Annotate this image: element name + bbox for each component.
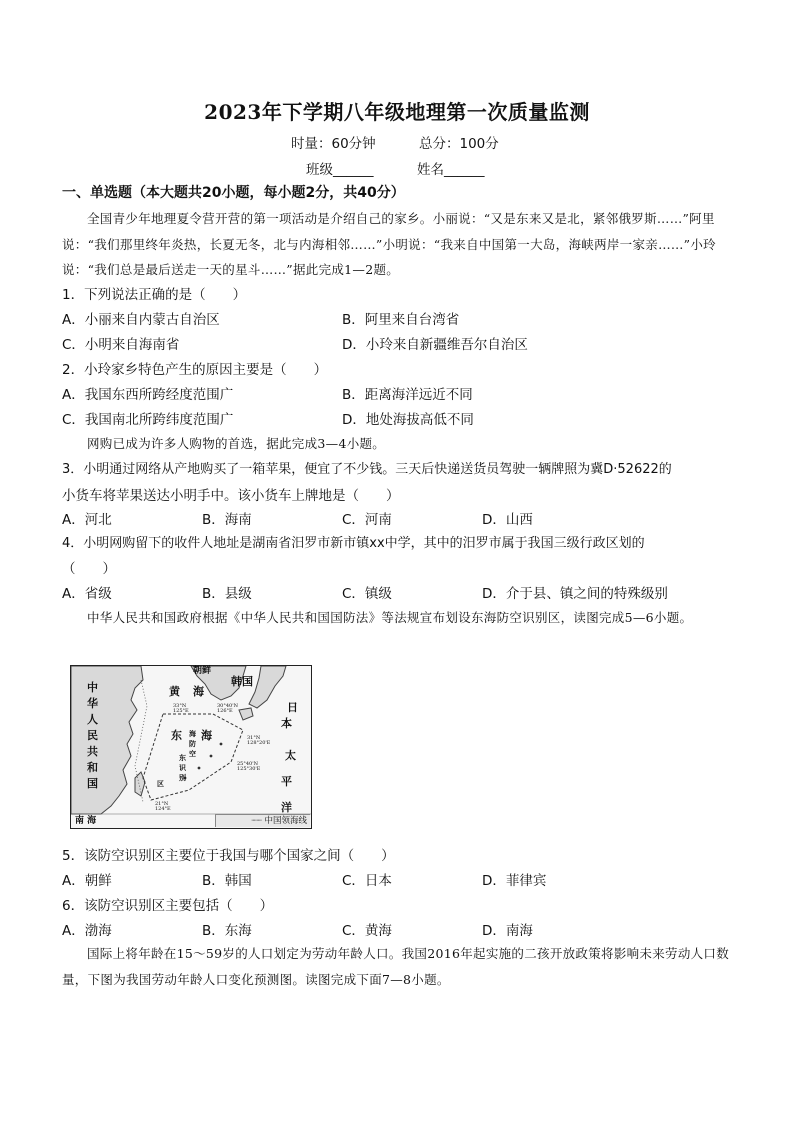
label-zone-0: 东 — [179, 753, 186, 762]
legend-dash-icon: ┈┈ — [251, 816, 265, 826]
label-china-6: 和 — [87, 761, 98, 774]
section-heading: 一、单选题（本大题共20小题，每小题2分，共40分） — [62, 185, 405, 201]
label-china-4: 民 — [87, 729, 98, 742]
label-pacific-3: 洋 — [281, 801, 292, 814]
label-zone-6: 区 — [157, 779, 164, 788]
total-score: 总分：100分 — [419, 136, 499, 152]
label-pacific-2: 平 — [281, 775, 292, 788]
q6-option-b: B．东海 — [202, 923, 252, 939]
label-yellow-sea-1: 黄 — [169, 685, 180, 698]
label-china-5: 共 — [87, 745, 98, 758]
q4-option-c: C．镇级 — [342, 586, 392, 602]
q6-option-d: D．南海 — [482, 923, 533, 939]
label-zone-1: 海 — [189, 729, 196, 738]
q2-option-c: C．我国南北所跨纬度范围广 — [62, 412, 234, 428]
coord-label-1: 33°N 125°E — [173, 703, 189, 714]
passage-2: 网购已成为许多人购物的首选，据此完成3—4小题。 — [87, 436, 386, 451]
q2-option-d: D．地处海拔高低不同 — [342, 412, 474, 428]
coord-label-2: 30°40'N 126°E — [217, 703, 238, 714]
label-south-china-sea: 南 海 — [75, 816, 97, 826]
passage-1: 全国青少年地理夏令营开营的第一项活动是介绍自己的家乡。小丽说：“又是东来又是北，紧邻俄罗斯……”阿里说：“我们那里终年炎热，长夏无冬，北与内海相邻……”小明说：“我来自中国第一大岛，海峡两岸一家亲……”小玲说：“我们总是最后送走一天的星斗……”据此完成1—2题。 — [62, 211, 716, 277]
question-1-stem: 1．下列说法正确的是（ ） — [62, 287, 247, 303]
q6-option-a: A．渤海 — [62, 923, 112, 939]
q3-option-d: D．山西 — [482, 512, 533, 528]
q5-option-a: A．朝鲜 — [62, 873, 112, 889]
q4-option-d: D．介于县、镇之间的特殊级别 — [482, 586, 668, 602]
q5-option-b: B．韩国 — [202, 873, 252, 889]
coord-label-4: 25°40'N 125°30'E — [237, 761, 261, 772]
q4-option-b: B．县级 — [202, 586, 252, 602]
coord-label-5: 21°N 124°E — [155, 801, 171, 812]
label-zone-3: 空 — [189, 749, 196, 758]
passage-4: 国际上将年龄在15～59岁的人口划定为劳动年龄人口。我国2016年起实施的二孩开放政策将影响未来劳动人口数量，下图为我国劳动年龄人口变化预测图。读图完成下面7—8小题。 — [62, 946, 730, 987]
east-china-sea-adiz-map — [70, 665, 312, 829]
label-south-korea: 韩国 — [231, 675, 253, 688]
label-china-3: 人 — [87, 713, 98, 726]
legend-text: 中国领海线 — [264, 816, 307, 826]
label-china-1: 中 — [87, 681, 98, 694]
label-north-korea: 朝鲜 — [193, 666, 212, 676]
label-china-2: 华 — [87, 697, 98, 710]
q5-option-d: D．菲律宾 — [482, 873, 547, 889]
label-east-sea-2: 海 — [201, 729, 212, 742]
q6-option-c: C．黄海 — [342, 923, 392, 939]
question-6-stem: 6．该防空识别区主要包括（ ） — [62, 898, 274, 914]
question-2-stem: 2．小玲家乡特色产生的原因主要是（ ） — [62, 362, 328, 378]
label-japan-2: 本 — [281, 717, 292, 730]
q1-option-a: A．小丽来自内蒙古自治区 — [62, 312, 220, 328]
q5-option-c: C．日本 — [342, 873, 392, 889]
question-3-stem-line1: 3．小明通过网络从产地购买了一箱苹果，便宜了不少钱。三天后快递送货员驾驶一辆牌照为冀D·52622的 — [62, 462, 672, 477]
label-china-7: 国 — [87, 777, 98, 790]
label-pacific-1: 太 — [285, 749, 296, 762]
q4-option-a: A．省级 — [62, 586, 112, 602]
q1-option-c: C．小明来自海南省 — [62, 337, 180, 353]
passage-3: 中华人民共和国政府根据《中华人民共和国国防法》等法规宣布划设东海防空识别区，读图完成5—6小题。 — [87, 610, 693, 625]
label-zone-5: 别 — [179, 773, 186, 782]
label-zone-2: 防 — [189, 739, 196, 748]
q2-option-a: A．我国东西所跨经度范围广 — [62, 387, 234, 403]
q3-option-c: C．河南 — [342, 512, 392, 528]
q1-option-b: B．阿里来自台湾省 — [342, 312, 460, 328]
q2-option-b: B．距离海洋远近不同 — [342, 387, 473, 403]
time-limit: 时量：60分钟 — [291, 136, 376, 152]
question-4-stem-line2: （ ） — [62, 561, 116, 577]
label-yellow-sea-2: 海 — [193, 685, 204, 698]
map-legend — [215, 814, 310, 827]
question-5-stem: 5．该防空识别区主要位于我国与哪个国家之间（ ） — [62, 848, 395, 864]
name-field: 姓名______ — [417, 162, 485, 178]
question-3-stem-line2: 小货车将苹果送达小明手中。该小货车上牌地是（ ） — [62, 488, 400, 504]
label-east-sea-1: 东 — [171, 729, 182, 742]
q1-option-d: D．小玲来自新疆维吾尔自治区 — [342, 337, 528, 353]
label-japan-1: 日 — [287, 701, 298, 714]
class-field: 班级______ — [306, 162, 374, 178]
q3-option-a: A．河北 — [62, 512, 112, 528]
q3-option-b: B．海南 — [202, 512, 252, 528]
exam-title: 2023年下学期八年级地理第一次质量监测 — [204, 100, 590, 124]
question-4-stem-line1: 4．小明网购留下的收件人地址是湖南省汨罗市新市镇xx中学，其中的汨罗市属于我国三级行政区划的 — [62, 536, 645, 551]
label-zone-4: 识 — [179, 763, 186, 772]
coord-label-3: 31°N 128°20'E — [247, 735, 271, 746]
